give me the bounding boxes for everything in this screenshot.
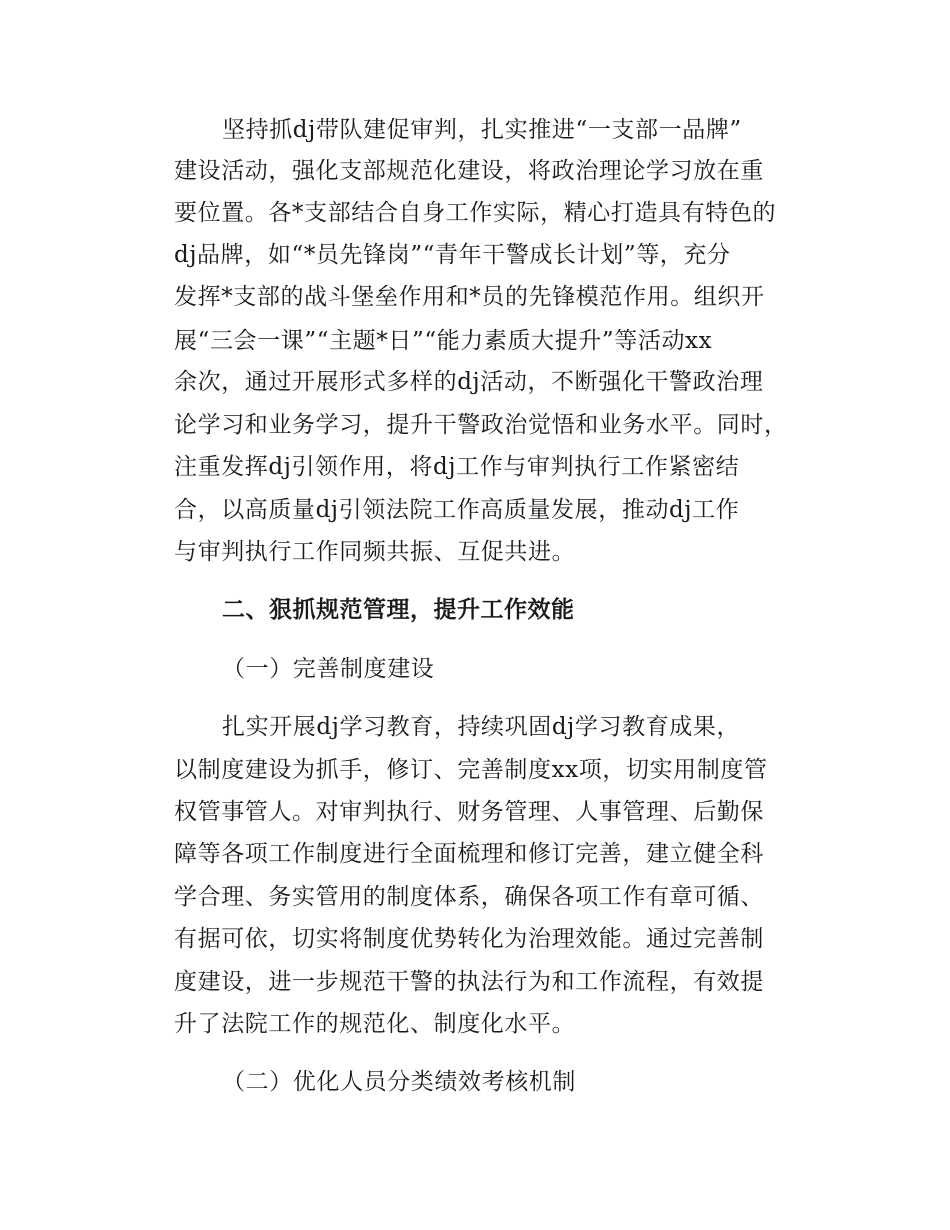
paragraph-line: 要位置。各*支部结合自身工作实际，精心打造具有特色的 — [174, 200, 777, 226]
paragraph-line: 注重发挥dj引领作用，将dj工作与审判执行工作紧密结 — [174, 454, 740, 480]
section-heading: 二、狠抓规范管理，提升工作效能 — [222, 597, 575, 623]
paragraph-line: dj品牌，如“*员先锋岗”“青年干警成长计划”等，充分 — [174, 242, 731, 268]
paragraph-line: 度建设，进一步规范干警的执法行为和工作流程，有效提 — [174, 969, 764, 995]
paragraph-line: 与审判执行工作同频共振、互促共进。 — [174, 539, 576, 565]
paragraph-line: 发挥*支部的战斗堡垒作用和*员的先锋模范作用。组织开 — [174, 284, 765, 310]
paragraph-line: 展“三会一课”“主题*日”“能力素质大提升”等活动xx — [174, 328, 713, 354]
paragraph-line: 以制度建设为抓手，修订、完善制度xx项，切实用制度管 — [174, 757, 768, 783]
paragraph-line: 余次，通过开展形式多样的dj活动，不断强化干警政治理 — [174, 369, 764, 395]
subsection-title: （一）完善制度建设 — [222, 656, 435, 682]
paragraph-line: 升了法院工作的规范化、制度化水平。 — [174, 1011, 576, 1037]
paragraph-line: 权管事管人。对审判执行、财务管理、人事管理、后勤保 — [174, 799, 764, 825]
subsection-title: （二）优化人员分类绩效考核机制 — [222, 1069, 576, 1095]
paragraph-line: 合，以高质量dj引领法院工作高质量发展，推动dj工作 — [174, 497, 740, 523]
paragraph-line: 坚持抓dj带队建促审判，扎实推进“一支部一品牌” — [222, 117, 742, 143]
paragraph-line: 障等各项工作制度进行全面梳理和修订完善，建立健全科 — [174, 841, 764, 867]
paragraph-line: 建设活动，强化支部规范化建设，将政治理论学习放在重 — [174, 158, 764, 184]
paragraph-line: 学合理、务实管用的制度体系，确保各项工作有章可循、 — [174, 884, 764, 910]
paragraph-line: 论学习和业务学习，提升干警政治觉悟和业务水平。同时， — [174, 412, 788, 438]
paragraph-line: 扎实开展dj学习教育，持续巩固dj学习教育成果， — [222, 714, 741, 740]
paragraph-line: 有据可依，切实将制度优势转化为治理效能。通过完善制 — [174, 926, 764, 952]
